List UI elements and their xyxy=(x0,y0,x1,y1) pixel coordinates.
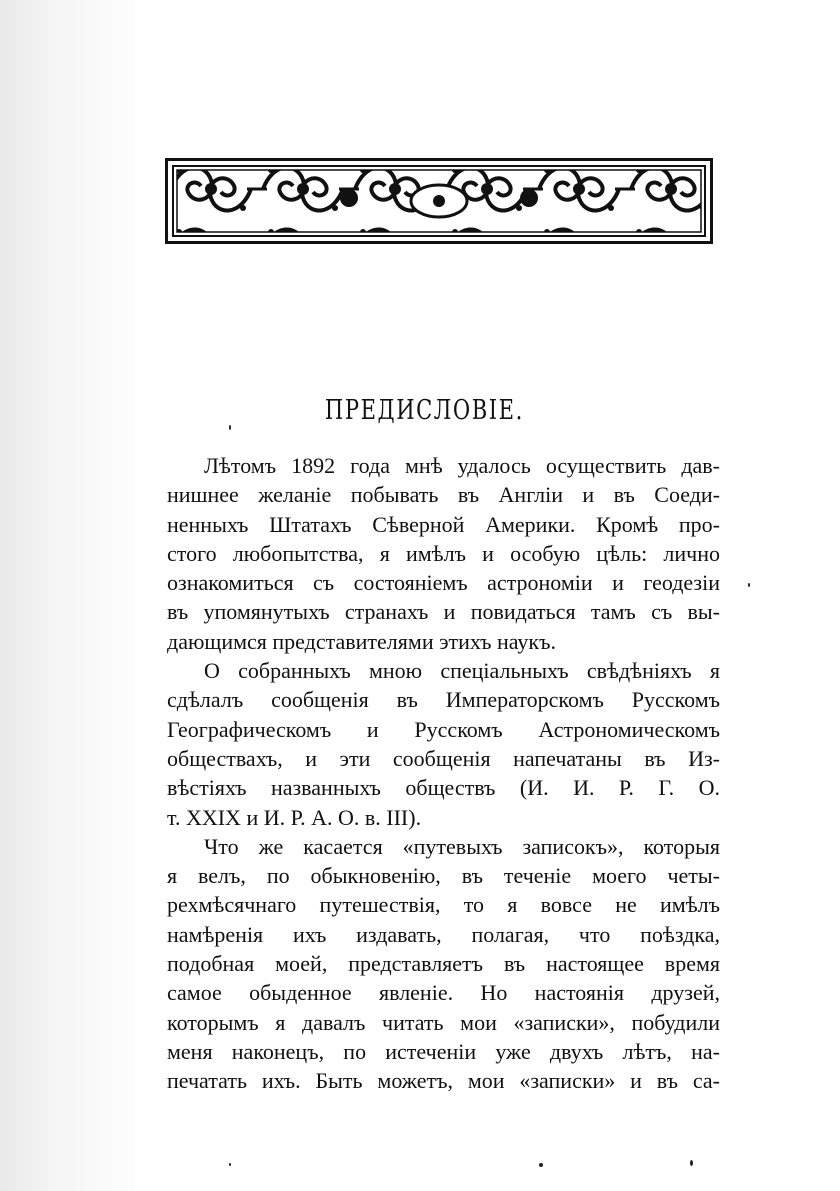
text-line: О собранныхъ мною спеціальныхъ свѣдѣніяхъ я xyxy=(204,658,720,684)
text-line: стого любопытства, я имѣлъ и особую цѣль: лично xyxy=(167,540,720,566)
text-line: т. XXIX и И. Р. А. О. в. III). xyxy=(167,804,422,830)
text-line: ненныхъ Штатахъ Сѣверной Америки. Кромѣ про- xyxy=(167,511,720,537)
text-line: сдѣлалъ сообщенія въ Императорскомъ Русскомъ xyxy=(167,687,720,713)
text-line: подобная моей, представляетъ въ настоящее время xyxy=(167,951,720,977)
text-line: намѣренія ихъ издавать, полагая, что поѣздка, xyxy=(167,921,720,947)
text-line: меня наконецъ, по истеченіи уже двухъ лѣтъ, на- xyxy=(167,1038,720,1064)
text-line: Что же касается «путевыхъ записокъ», которыя xyxy=(204,833,720,859)
text-line: я велъ, по обыкновенію, въ теченіе моего четы- xyxy=(167,863,720,889)
text-line: вѣстіяхъ названныхъ обществъ (И. И. Р. Г. О. xyxy=(167,775,720,801)
preface-body xyxy=(167,451,720,1096)
text-line: которымъ я давалъ читать мои «записки», побудили xyxy=(167,1009,720,1035)
text-line: рехмѣсячнаго путешествія, то я вовсе не имѣлъ xyxy=(167,892,720,918)
page-title: ПРЕДИСЛОВІЕ. xyxy=(324,395,524,426)
page-edge-shadow xyxy=(0,0,150,1191)
text-line: самое обыденное явленіе. Но настоянія друзей, xyxy=(167,980,720,1006)
text-line: ознакомиться съ состояніемъ астрономіи и геодезіи xyxy=(167,570,720,596)
ornamental-headpiece xyxy=(165,158,713,244)
ink-speck xyxy=(748,583,750,587)
text-line: Лѣтомъ 1892 года мнѣ удалось осуществить дав- xyxy=(204,453,720,478)
ink-speck xyxy=(229,1163,231,1166)
text-line: обществахъ, и эти сообщенія напечатаны въ Из- xyxy=(167,745,720,771)
text-line: Географическомъ и Русскомъ Астрономическомъ xyxy=(167,716,720,742)
text-line: въ упомянутыхъ странахъ и повидаться тамъ съ вы- xyxy=(167,599,720,625)
ink-speck xyxy=(539,1163,543,1167)
ink-speck xyxy=(690,1160,693,1166)
text-line: нишнее желаніе побывать въ Англіи и въ Соеди- xyxy=(167,482,720,508)
text-line: дающимся представителями этихъ наукъ. xyxy=(167,628,556,654)
ink-speck xyxy=(229,425,231,430)
text-line: печатать ихъ. Быть можетъ, мои «записки» и въ са- xyxy=(167,1068,720,1094)
